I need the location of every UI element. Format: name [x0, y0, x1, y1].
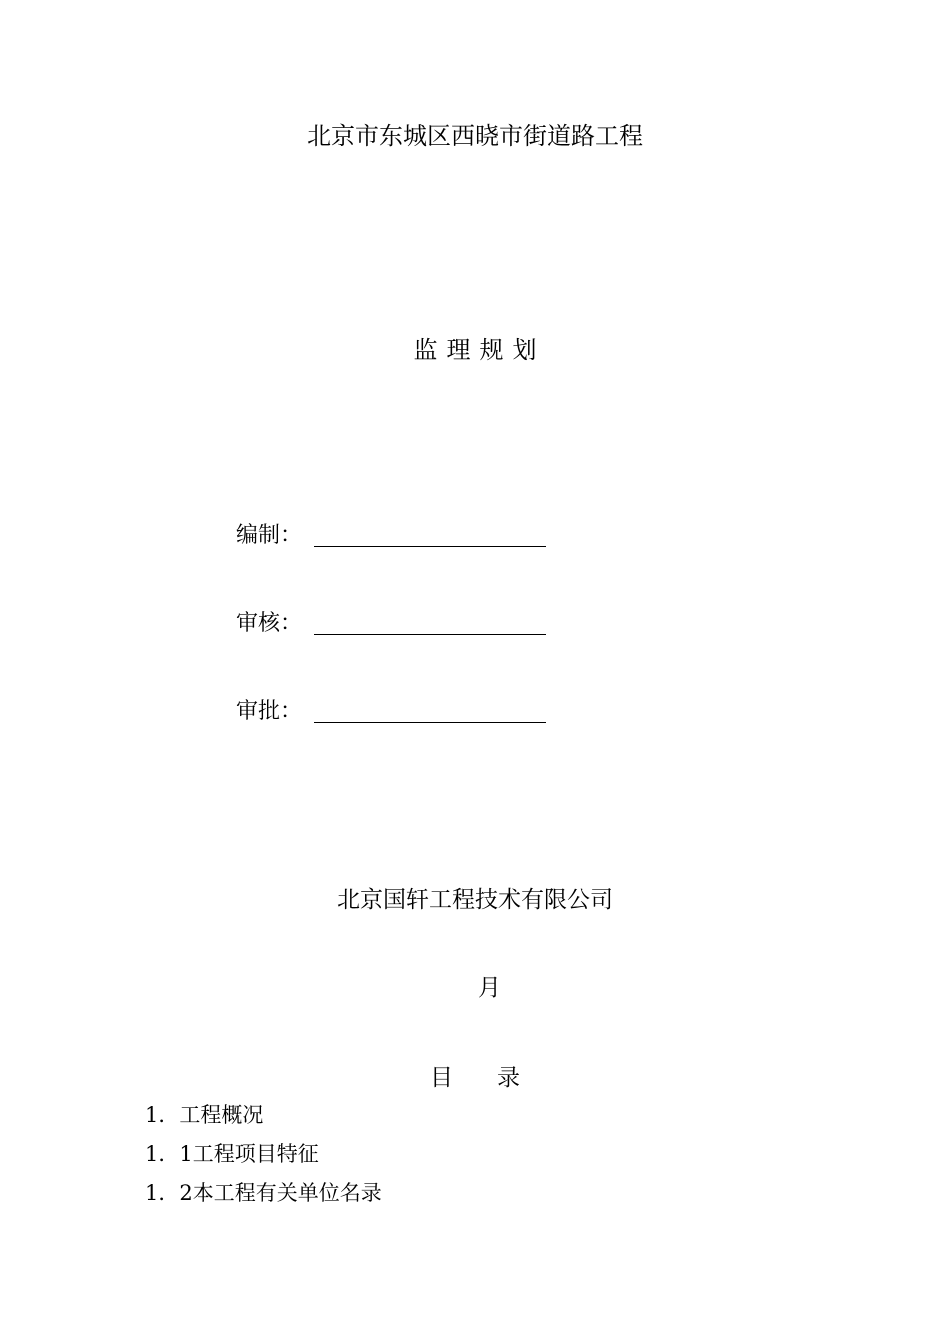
signature-line-review — [314, 634, 546, 635]
toc-item-number: 1．1 — [145, 1142, 193, 1166]
toc-item-text: 工程概况 — [179, 1103, 264, 1127]
project-title: 北京市东城区西晓市街道路工程 — [307, 122, 643, 150]
signature-row-compile — [236, 519, 546, 551]
company-name: 北京国轩工程技术有限公司 — [337, 887, 613, 913]
signature-label-review: 审核： — [236, 611, 303, 636]
toc-item-text: 工程项目特征 — [192, 1142, 319, 1166]
document-title: 监理规划 — [413, 336, 546, 364]
signature-line-approve — [314, 722, 546, 723]
toc-item — [145, 1139, 319, 1169]
signature-label-compile: 编制： — [236, 523, 303, 548]
toc-item-text: 本工程有关单位名录 — [192, 1181, 382, 1205]
toc-title: 目录 — [430, 1065, 564, 1091]
signature-row-approve — [236, 695, 546, 727]
toc-item — [145, 1100, 263, 1130]
signature-line-compile — [314, 546, 546, 547]
toc-item — [145, 1178, 382, 1208]
date-month: 月 — [478, 975, 501, 1001]
signature-label-approve: 审批： — [236, 699, 303, 724]
toc-item-number: 1． — [145, 1103, 180, 1127]
toc-item-number: 1．2 — [145, 1181, 193, 1205]
signature-row-review — [236, 607, 546, 639]
